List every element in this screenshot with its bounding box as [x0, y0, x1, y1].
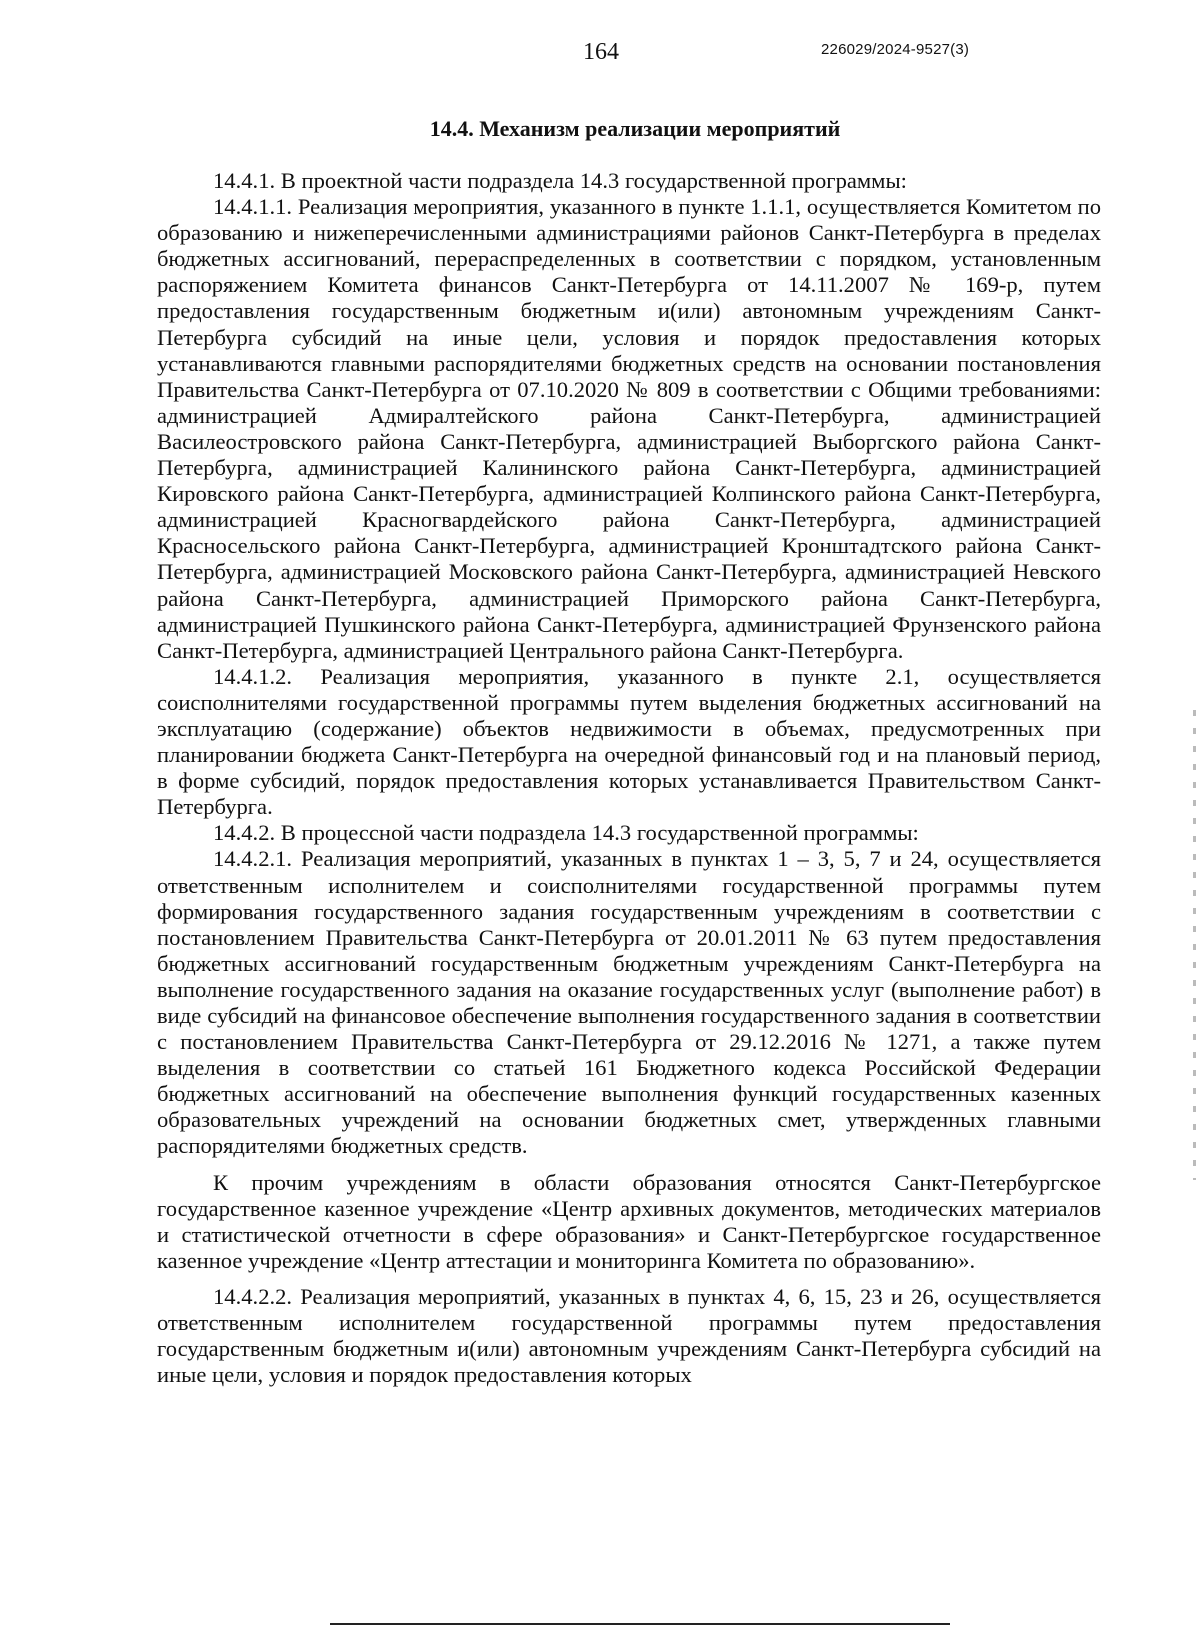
section-title: 14.4. Механизм реализации мероприятий: [429, 116, 841, 141]
scan-margin-marks: [1193, 710, 1196, 1180]
page-number: 164: [583, 39, 619, 65]
bottom-rule: [330, 1623, 950, 1625]
paragraph-14-4-2-1: 14.4.2.1. Реализация мероприятий, указанных в пунктах 1 – 3, 5, 7 и 24, осуществляется ответственным исполнителем и соисполнителями государственной программы путем формирования государственного задания государственным учреждениям в соответствии с постановлением Правительства Санкт-Петербурга от 20.01.2011 № 63 путем предоставления бюджетных ассигнований государственным бюджетным учреждениям Санкт-Петербурга на выполнение государственного задания на оказание государственных услуг (выполнение работ) в виде субсидий на финансовое обеспечение выполнения государственного задания в соответствии с постановлением Правительства Санкт-Петербурга от 29.12.2016 № 1271, а также путем выделения в соответствии со статьей 161 Бюджетного кодекса Российской Федерации бюджетных ассигнований на обеспечение выполнения функций государственных казенных образовательных учреждений на основании бюджетных смет, утвержденных главными распорядителями бюджетных средств.: [157, 846, 1101, 1159]
paragraph-14-4-2: 14.4.2. В процессной части подраздела 14.3 государственной программы:: [213, 820, 919, 846]
document-id: 226029/2024-9527(3): [821, 41, 970, 58]
paragraph-14-4-1-2: 14.4.1.2. Реализация мероприятия, указанного в пункте 2.1, осуществляется соисполнителями государственной программы путем выделения бюджетных ассигнований на эксплуатацию (содержание) объектов недвижимости в объемах, предусмотренных при планировании бюджета Санкт-Петербурга на очередной финансовый год и на плановый период, в форме субсидий, порядок предоставления которых устанавливается Правительством Санкт-Петербурга.: [157, 663, 1101, 820]
paragraph-14-4-1-1: 14.4.1.1. Реализация мероприятия, указанного в пункте 1.1.1, осуществляется Комитетом по образованию и нижеперечисленными администрациями районов Санкт-Петербурга в пределах бюджетных ассигнований, перераспределенных в соответствии с порядком, установленным распоряжением Комитета финансов Санкт-Петербурга от 14.11.2007 № 169-р, путем предоставления государственным бюджетным и(или) автономным учреждениям Санкт-Петербурга субсидий на иные цели, условия и порядок предоставления которых устанавливаются главными распорядителями бюджетных средств на основании постановления Правительства Санкт-Петербурга от 07.10.2020 № 809 в соответствии с Общими требованиями: администрацией Адмиралтейского района Санкт-Петербурга, администрацией Василеостровского района Санкт-Петербурга, администрацией Выборгского района Санкт-Петербурга, администрацией Калининского района Санкт-Петербурга, администрацией Кировского района Санкт-Петербурга, администрацией Колпинского района Санкт-Петербурга, администрацией Красногвардейского района Санкт-Петербурга, администрацией Красносельского района Санкт-Петербурга, администрацией Кронштадтского района Санкт-Петербурга, администрацией Московского района Санкт-Петербурга, администрацией Невского района Санкт-Петербурга, администрацией Приморского района Санкт-Петербурга, администрацией Пушкинского района Санкт-Петербурга, администрацией Фрунзенского района Санкт-Петербурга, администрацией Центрального района Санкт-Петербурга.: [157, 194, 1101, 663]
paragraph-other-institutions: К прочим учреждениям в области образования относятся Санкт-Петербургское государственное казенное учреждение «Центр архивных документов, методических материалов и статистической отчетности в сфере образования» и Санкт-Петербургское государственное казенное учреждение «Центр аттестации и мониторинга Комитета по образованию».: [157, 1169, 1101, 1273]
body-text: [157, 168, 1101, 1388]
paragraph-14-4-2-2: 14.4.2.2. Реализация мероприятий, указанных в пунктах 4, 6, 15, 23 и 26, осуществляется ответственным исполнителем государственной программы путем предоставления государственным бюджетным и(или) автономным учреждениям Санкт-Петербурга субсидий на иные цели, условия и порядок предоставления которых: [157, 1283, 1101, 1388]
paragraph-14-4-1: 14.4.1. В проектной части подраздела 14.3 государственной программы:: [213, 168, 907, 193]
